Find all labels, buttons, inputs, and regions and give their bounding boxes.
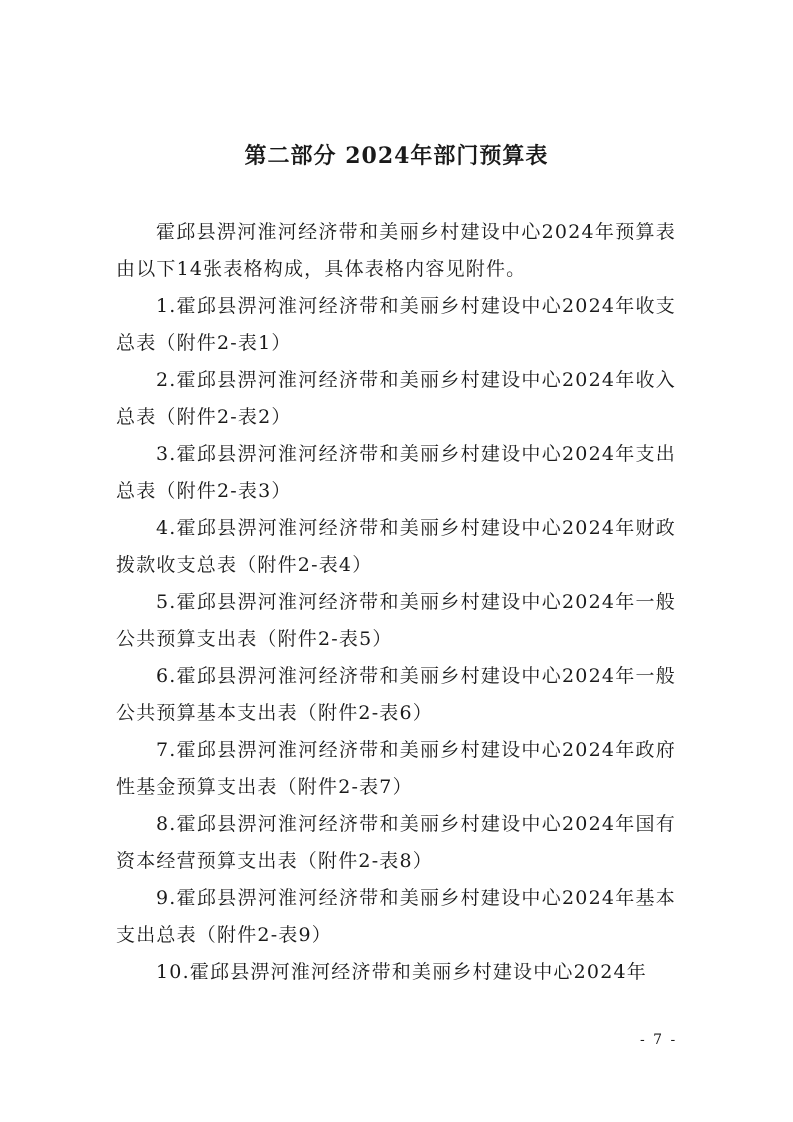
list-item: 5.霍邱县淠河淮河经济带和美丽乡村建设中心2024年一般公共预算支出表（附件2-表5） bbox=[116, 591, 676, 650]
list-item: 6.霍邱县淠河淮河经济带和美丽乡村建设中心2024年一般公共预算基本支出表（附件2-表6） bbox=[116, 665, 676, 724]
list-item: 3.霍邱县淠河淮河经济带和美丽乡村建设中心2024年支出总表（附件2-表3） bbox=[116, 443, 676, 502]
list-item: 10.霍邱县淠河淮河经济带和美丽乡村建设中心2024年 bbox=[156, 961, 647, 983]
page-title: 第二部分 2024年部门预算表 bbox=[244, 143, 549, 169]
list-item: 1.霍邱县淠河淮河经济带和美丽乡村建设中心2024年收支总表（附件2-表1） bbox=[116, 295, 676, 354]
intro-paragraph: 霍邱县淠河淮河经济带和美丽乡村建设中心2024年预算表由以下14张表格构成，具体表格内容见附件。 bbox=[116, 221, 676, 280]
list-item: 2.霍邱县淠河淮河经济带和美丽乡村建设中心2024年收入总表（附件2-表2） bbox=[116, 369, 676, 428]
document-body bbox=[116, 214, 676, 991]
list-item: 8.霍邱县淠河淮河经济带和美丽乡村建设中心2024年国有资本经营预算支出表（附件2-表8） bbox=[116, 813, 676, 872]
list-item: 7.霍邱县淠河淮河经济带和美丽乡村建设中心2024年政府性基金预算支出表（附件2-表7） bbox=[116, 739, 676, 798]
list-item: 9.霍邱县淠河淮河经济带和美丽乡村建设中心2024年基本支出总表（附件2-表9） bbox=[116, 887, 676, 946]
page-number: - 7 - bbox=[640, 1032, 678, 1048]
list-item: 4.霍邱县淠河淮河经济带和美丽乡村建设中心2024年财政拨款收支总表（附件2-表4） bbox=[116, 517, 676, 576]
